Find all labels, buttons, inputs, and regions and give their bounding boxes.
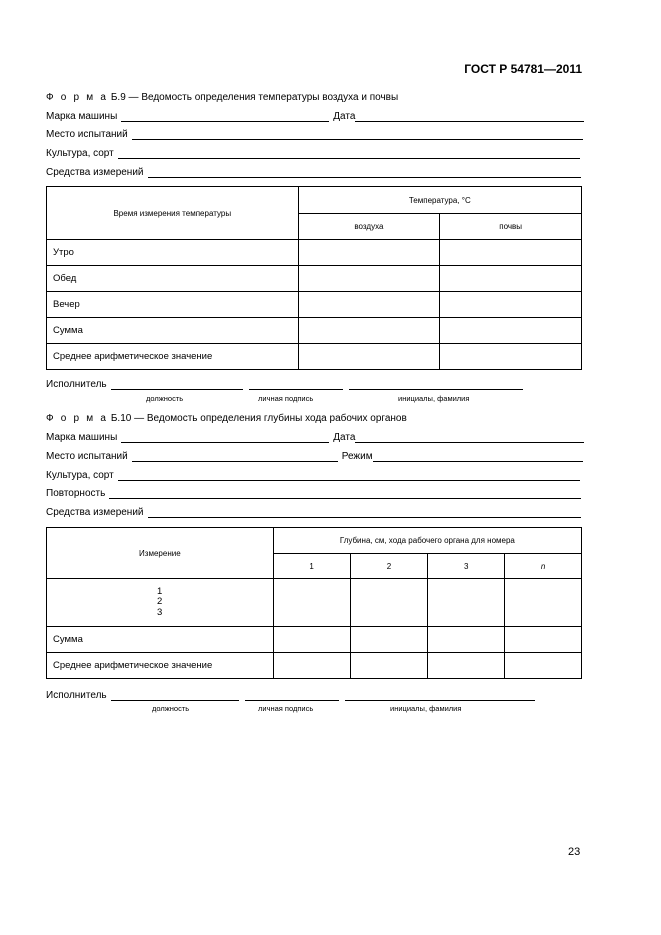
b10-name-caption: инициалы, фамилия [390,704,462,713]
b9-cell[interactable] [298,240,440,266]
b10-cell[interactable] [350,579,428,627]
b10-culture-input[interactable] [118,469,580,481]
b10-cell[interactable] [428,653,505,679]
b9-signature-label: Исполнитель [46,379,107,390]
table-row [47,579,582,627]
b9-machine-label: Марка машины [46,111,118,122]
b10-repeat-row [46,487,581,499]
b10-cell[interactable] [505,627,582,653]
form-b9-title [46,92,398,103]
b10-machine-label: Марка машины [46,432,118,443]
b10-sign-input[interactable] [245,689,339,701]
b9-place-label: Место испытаний [46,129,128,140]
table-row [47,266,582,292]
b10-measure-2: 2 [157,596,163,608]
b9-sign-caption: личная подпись [258,394,314,403]
b9-cell[interactable] [440,344,582,370]
b10-instruments-input[interactable] [148,506,581,518]
b9-signature-row [46,378,523,390]
form-b9-prefix: Ф о р м а [46,92,109,103]
b10-cell[interactable] [505,579,582,627]
b10-date-label: Дата [333,432,356,443]
b9-culture-label: Культура, сорт [46,148,114,159]
b10-place-row [46,450,583,462]
table-row [47,292,582,318]
b9-col-temp: Температура, °С [298,187,581,214]
b9-instruments-input[interactable] [148,166,581,178]
b9-col-air: воздуха [298,214,440,240]
b10-measure-3: 3 [157,606,163,618]
b10-num-n: n [505,554,582,579]
b10-machine-row [46,431,584,443]
b9-position-caption: должность [146,394,184,403]
b9-machine-input[interactable] [121,110,329,122]
b9-cell[interactable] [440,240,582,266]
b9-date-input[interactable] [355,110,584,122]
b9-sign-input[interactable] [249,378,343,390]
b9-name-caption: инициалы, фамилия [398,394,470,403]
b10-col-depth: Глубина, см, хода рабочего органа для номера [273,528,581,554]
b10-culture-label: Культура, сорт [46,470,114,481]
b10-cell[interactable] [505,653,582,679]
b9-row-label: Обед [47,266,299,292]
b9-cell[interactable] [298,318,440,344]
b10-place-input[interactable] [132,450,338,462]
table-row [47,653,582,679]
b10-cell[interactable] [350,627,428,653]
table-row [47,240,582,266]
b10-measure-1: 1 [157,585,163,597]
b10-sign-caption: личная подпись [258,704,314,713]
b10-signature-label: Исполнитель [46,690,107,701]
b9-table [46,186,582,370]
b10-culture-row [46,469,580,481]
b10-date-input[interactable] [355,431,584,443]
b9-cell[interactable] [440,318,582,344]
b10-signature-row [46,689,535,701]
b9-name-input[interactable] [349,378,523,390]
b9-culture-row [46,147,580,159]
b10-position-caption: должность [152,704,190,713]
b10-num-2: 2 [350,554,428,579]
b10-row-label: Сумма [47,627,274,653]
form-b9-title-text: Б.9 — Ведомость определения температуры воздуха и почвы [110,92,399,103]
b9-row-label: Среднее арифметическое значение [47,344,299,370]
b9-culture-input[interactable] [118,147,580,159]
b10-measure-numbers [47,579,274,627]
form-b10-title-text: Б.10 — Ведомость определения глубины хода рабочих органов [110,413,407,424]
b9-place-input[interactable] [132,128,583,140]
b10-instruments-row [46,506,581,518]
b10-cell[interactable] [428,627,505,653]
b10-table [46,527,582,679]
b9-instruments-row [46,166,581,178]
b9-place-row [46,128,583,140]
b10-position-input[interactable] [111,689,239,701]
form-b10-prefix: Ф о р м а [46,413,109,424]
b9-cell[interactable] [440,292,582,318]
b9-date-label: Дата [333,111,356,122]
table-row [47,318,582,344]
table-row [47,344,582,370]
b10-repeat-label: Повторность [46,488,106,499]
form-b10-title [46,413,407,424]
b9-cell[interactable] [298,266,440,292]
b9-cell[interactable] [440,266,582,292]
table-row [47,627,582,653]
b10-cell[interactable] [428,579,505,627]
b10-machine-input[interactable] [121,431,329,443]
b10-name-input[interactable] [345,689,535,701]
b9-instruments-label: Средства измерений [46,167,144,178]
page-number: 23 [568,846,581,858]
b9-col-time: Время измерения температуры [47,187,299,240]
standard-number: ГОСТ Р 54781—2011 [464,62,582,76]
b10-mode-label: Режим [341,451,373,462]
b10-num-3: 3 [428,554,505,579]
b10-cell[interactable] [350,653,428,679]
b10-col-measure: Измерение [47,528,274,579]
b9-row-label: Сумма [47,318,299,344]
b10-cell[interactable] [273,653,350,679]
b9-row-label: Вечер [47,292,299,318]
b10-repeat-input[interactable] [109,487,581,499]
b9-position-input[interactable] [111,378,243,390]
b9-row-label: Утро [47,240,299,266]
b10-place-label: Место испытаний [46,451,128,462]
b9-cell[interactable] [298,344,440,370]
b10-cell[interactable] [273,579,350,627]
b10-mode-input[interactable] [373,450,583,462]
b10-cell[interactable] [273,627,350,653]
b10-num-1: 1 [273,554,350,579]
b10-row-label: Среднее арифметическое значение [47,653,274,679]
b10-instruments-label: Средства измерений [46,507,144,518]
b9-col-soil: почвы [440,214,582,240]
b9-machine-row [46,110,584,122]
b9-cell[interactable] [298,292,440,318]
